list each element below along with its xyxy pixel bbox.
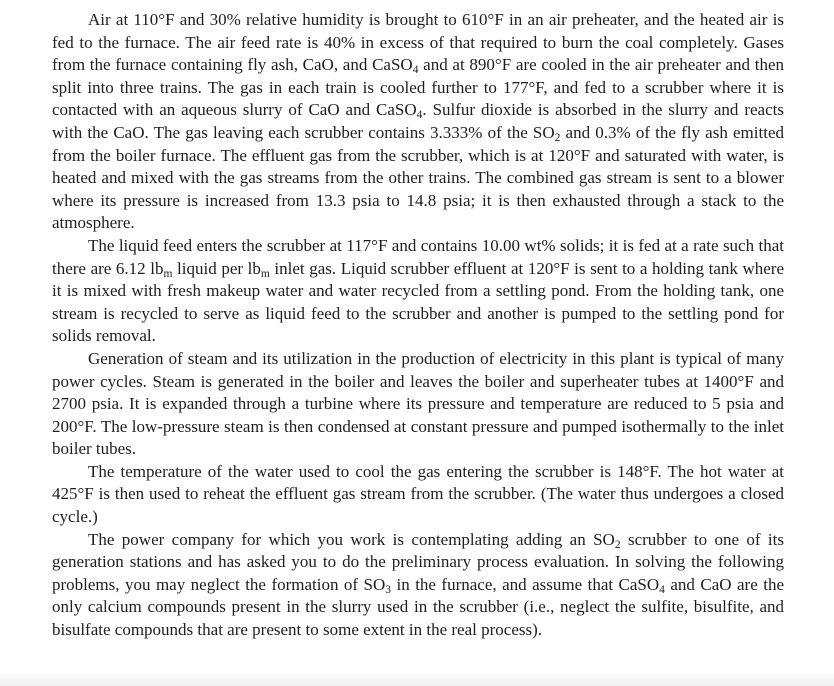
text-run: liquid per lb <box>172 258 261 278</box>
paragraph-liquid-feed <box>52 235 784 348</box>
paragraph-air-preheater <box>52 9 784 235</box>
page-bottom-shade <box>0 672 834 686</box>
subscript: 4 <box>416 109 423 122</box>
text-run: The liquid feed enters the scrubber at 117°F and contains 10.00 wt% solids; it is fed at a rate such that there are 6.12 lb <box>52 235 784 278</box>
subscript: 2 <box>614 538 621 551</box>
subscript: 2 <box>554 131 561 144</box>
subscript: 4 <box>412 64 419 77</box>
text-run: and 0.3% of the fly ash emitted from the boiler furnace. The effluent gas from the scrubber, which is at 120°F and saturated with water, is heated and mixed with the gas streams from the other trains. The combined gas stream is sent to a blower where its pressure is increased from 13.3 psia to 14.8 psia; it is then exhausted through a stack to the atmosphere. <box>52 122 784 233</box>
text-run: and CaO are the only calcium compounds present in the slurry used in the scrubber (i.e., neglect the sulfite, bisulfite, and bisulfate compounds that are present to some extent in the real process). <box>52 574 784 640</box>
paragraph-cooling-water <box>52 461 784 529</box>
text-run: inlet gas. Liquid scrubber effluent at 120°F is sent to a holding tank where it is mixed with fresh makeup water and water recycled from a settling pond. From the holding tank, one stream is recycled to serve as liquid feed to the scrubber and another is pumped to the settling pond for solids removal. <box>52 258 784 346</box>
document-page <box>52 9 784 642</box>
text-run: scrubber to one of its generation stations and has asked you to do the preliminary process evaluation. In solving the following problems, you may neglect the formation of SO <box>52 529 784 594</box>
text-run: Generation of steam and its utilization in the production of electricity in this plant is typical of many power cycles. Steam is generated in the boiler and leaves the boiler and superheater tubes at 1400°F and 2700 psia. It is expanded through a turbine where its pressure and temperature are reduced to 5 psia and 200°F. The low-pressure steam is then condensed at constant pressure and pumped isothermally to the inlet boiler tubes. <box>52 348 784 459</box>
paragraph-power-company <box>52 529 784 642</box>
text-run: The power company for which you work is contemplating adding an SO <box>88 529 615 549</box>
text-run: . Sulfur dioxide is absorbed in the slurry and reacts with the CaO. The gas leaving each scrubber contains 3.333% of the SO <box>52 100 784 142</box>
subscript: 4 <box>659 583 665 596</box>
text-run: in the furnace, and assume that CaSO <box>391 574 660 594</box>
text-run: The temperature of the water used to cool the gas entering the scrubber is 148°F. The hot water at 425°F is then used to reheat the effluent gas stream from the scrubber. (The water thus undergoes a closed cycle.) <box>52 461 784 527</box>
text-run: Air at 110°F and 30% relative humidity is brought to 610°F in an air preheater, and the heated air is fed to the furnace. The air feed rate is 40% in excess of that required to burn the coal completely. Gases from the furnace containing fly ash, CaO, and CaSO <box>52 10 784 75</box>
paragraph-steam-generation <box>52 348 784 461</box>
text-run: and at 890°F are cooled in the air preheater and then split into three trains. The gas in each train is cooled further to 177°F, and fed to a scrubber where it is contacted with an aqueous slurry of CaO and CaSO <box>52 55 784 120</box>
subscript: 3 <box>385 583 392 596</box>
subscript: m <box>260 267 270 280</box>
subscript: m <box>163 267 173 280</box>
